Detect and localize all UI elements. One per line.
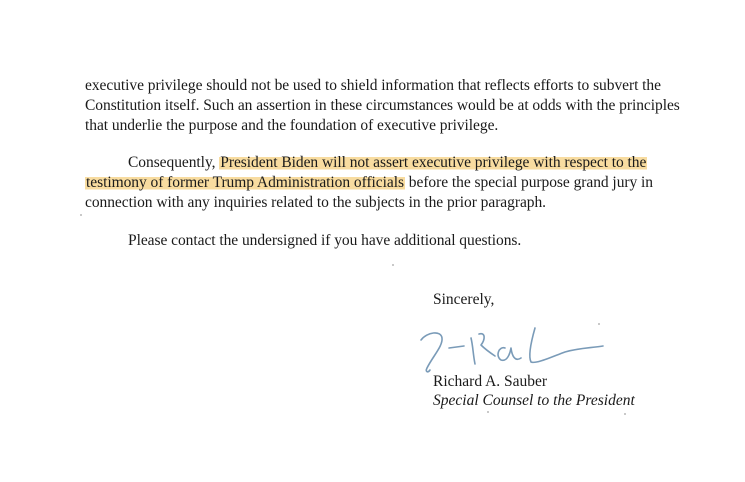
- scan-speck: [80, 214, 82, 216]
- paragraph1-line2: Constitution itself. Such an assertion in these circumstances would be at odds with the principles: [85, 97, 680, 114]
- paragraph1-line1: executive privilege should not be used to shield information that reflects efforts to subvert the: [85, 77, 661, 94]
- paragraph2-line2: [85, 173, 653, 193]
- handwritten-signature: [415, 318, 615, 374]
- scan-speck: [598, 323, 600, 325]
- paragraph2-line3: connection with any inquiries related to the subjects in the prior paragraph.: [85, 194, 547, 211]
- paragraph2-line1: [128, 153, 647, 173]
- paragraph1-line3: that underlie the purpose and the foundation of executive privilege.: [85, 117, 499, 134]
- paragraph2-line2-rest: before the special purpose grand jury in: [404, 174, 653, 191]
- highlighted-text-1: President Biden will not assert executive privilege with respect to the: [220, 154, 647, 171]
- signer-name: Richard A. Sauber: [433, 373, 548, 390]
- signer-title: Special Counsel to the President: [433, 392, 635, 409]
- highlighted-text-2: testimony of former Trump Administration officials: [86, 174, 404, 191]
- scan-speck: [624, 413, 626, 415]
- scan-speck: [392, 264, 394, 266]
- paragraph3: Please contact the undersigned if you have additional questions.: [128, 232, 522, 249]
- salutation: Sincerely,: [433, 291, 495, 308]
- paragraph2-lead: Consequently,: [128, 154, 220, 171]
- scan-speck: [487, 411, 489, 413]
